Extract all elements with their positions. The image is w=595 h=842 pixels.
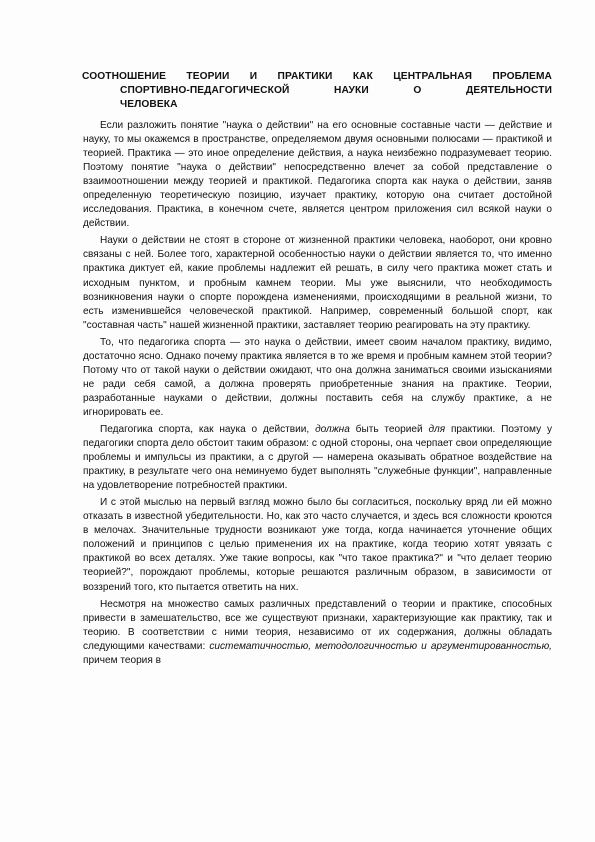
paragraph-3: То, что педагогика спорта — это наука о действии, имеет своим началом практику, видимо, достаточно ясно. Однако почему практика является в то же время и пробным камнем этой теории? Потому что от такой науки о действии ожидают, что она должна заниматься своими изысканиями не ради себя самой, а должна проверять приобретенные знания на практике. Теории, разработанные науками о действии, должны поставить себя на службу практике, а не игнорировать ее.: [83, 336, 552, 418]
document-body: [83, 119, 552, 671]
paragraph-5: И с этой мыслью на первый взгляд можно было бы согласиться, поскольку вряд ли ей можно отказать в известной убедительности. Но, как это часто случается, и здесь вся сложности кроются в мелочах. Значительные трудности возникают уже тогда, когда начинается уточнение общих положений и принципов с целью применения их на практике, когда теорию хотят увязать с практикой во всех деталях. Уже такие вопросы, как "что такое практика?" и "что делает теорию теорией?", порождают проблемы, которые решаются различным образом, в зависимости от воззрений того, кто пытается ответить на них.: [83, 497, 552, 593]
paragraph-6-text-b: причем теория в: [83, 654, 161, 666]
paragraph-6-emphasis: систематичностью, методологичностью и аргументированностью,: [209, 640, 552, 652]
paragraph-4: [83, 423, 552, 493]
document-title: [82, 70, 552, 112]
paragraph-4-text-b: быть теорией: [349, 423, 429, 435]
paragraph-4-text-c: практики. Поэтому у педагогики спорта дело обстоит таким образом: с одной стороны, она черпает свои определяющие проблемы и импульсы из практики, а с другой — намерена оказывать обратное воздействие на практику, в результате чего она неминуемо будет выполнять "служебные функции", направленные на удовлетворение потребностей практики.: [83, 423, 553, 492]
title-line-1: СООТНОШЕНИЕ ТЕОРИИ И ПРАКТИКИ КАК ЦЕНТРАЛЬНАЯ ПРОБЛЕМА: [82, 71, 552, 82]
title-line-2: СПОРТИВНО-ПЕДАГОГИЧЕСКОЙ НАУКИ О ДЕЯТЕЛЬНОСТИ: [120, 85, 552, 96]
paragraph-2: Науки о действии не стоят в стороне от жизненной практики человека, наоборот, они кровно связаны с ней. Более того, характерной особенностью науки о действии является то, что именно практика диктует ей, какие проблемы надлежит ей решать, в силу чего практика может стать и исходным пунктом, и пробным камнем теории. Мы уже выяснили, что необходимость возникновения науки о спорте порождена изменениями, происходящими в реальной жизни, то есть изменившейся человеческой практикой. Например, современный большой спорт, как "составная часть" нашей жизненной практики, заставляет теорию реагировать на эту практику.: [83, 235, 552, 331]
paragraph-4-emphasis-b: для: [428, 423, 446, 435]
title-line-3: ЧЕЛОВЕКА: [120, 99, 178, 110]
paragraph-1: Если разложить понятие "наука о действии" на его основные составные части — действие и науку, то мы окажемся в пространстве, определяемом двумя основными полюсами — практикой и теорией. Практика — это иное определение действия, а наука неизбежно подразумевает теорию. Поэтому понятие "наука о действии" непосредственно влечет за собой представление о взаимоотношении между теорией и практикой. Педагогика спорта как наука о действии, заняв определенную теоретическую позицию, изучает практику, которую она считает достойной исследования. Практика, в конечном счете, является центром приложения сил всякой науки о действии.: [83, 120, 552, 230]
paragraph-4-emphasis-a: должна: [315, 423, 350, 435]
paragraph-4-text-a: Педагогика спорта, как наука о действии,: [100, 423, 316, 435]
paragraph-6-text-a: Несмотря на множество самых различных представлений о теории и практике, способных привести в замешательство, все же существуют признаки, характеризующие как практику, так и теорию. В соответствии с ними теория, независимо от их содержания, должны обладать следующими качествами:: [83, 598, 552, 652]
paragraph-6: [83, 598, 552, 668]
